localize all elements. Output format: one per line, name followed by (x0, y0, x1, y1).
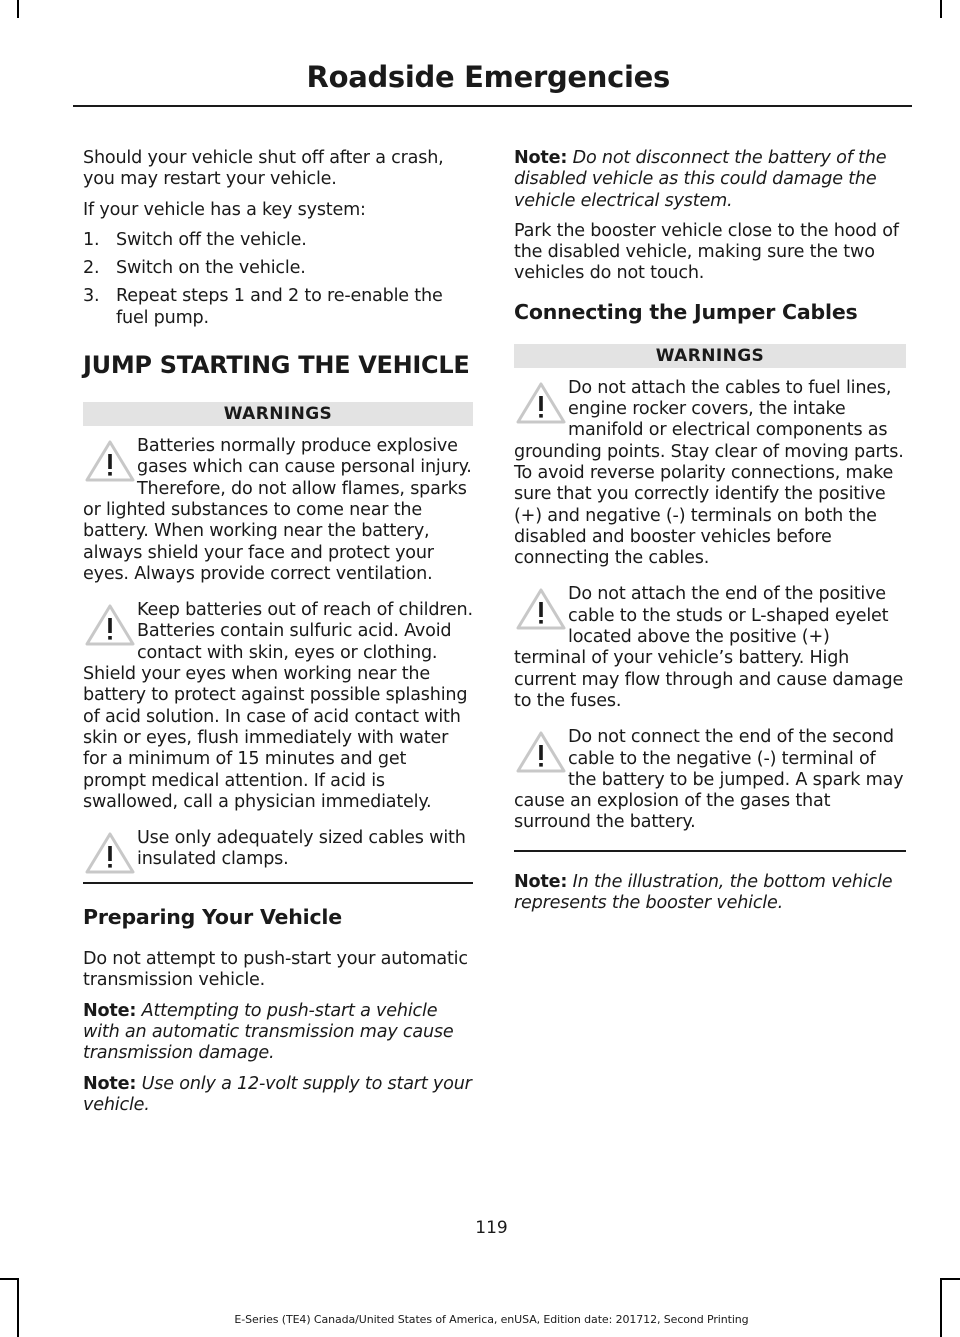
warning-triangle-icon (514, 729, 568, 775)
key-system-intro: If your vehicle has a key system: (83, 199, 366, 220)
crop-mark-bottom-right-h (942, 1278, 960, 1280)
warnings-end-rule (514, 850, 906, 852)
note-label: Note: (514, 871, 568, 892)
warning-block (514, 727, 906, 833)
warning-text: Batteries normally produce explosive gases which can cause personal injury. Therefore, do not allow flames, sparks or lighted substances to come near the battery. When working near the battery, always shield your face and protect your eyes. Always provide correct ventilation. (83, 436, 472, 584)
warning-block (83, 436, 473, 585)
warning-text: Do not attach the end of the positive cable to the studs or L-shaped eyelet located above the positive (+) terminal of your vehicle’s battery. High current may flow through and cause damage to the fuses. (514, 584, 904, 711)
warning-triangle-icon (83, 830, 137, 876)
crop-mark-top-left (17, 0, 19, 18)
intro-paragraph: Should your vehicle shut off after a crash, you may restart your vehicle. (83, 148, 444, 190)
note-paragraph (83, 1074, 473, 1117)
note-label: Note: (83, 1073, 137, 1094)
warnings-heading: WARNINGS (83, 402, 473, 426)
prep-paragraph: Do not attempt to push-start your automatic transmission vehicle. (83, 949, 468, 991)
warning-block (83, 828, 473, 876)
list-item: 3. Repeat steps 1 and 2 to re-enable the fuel pump. (83, 286, 443, 328)
footer-edition-text: E-Series (TE4) Canada/United States of America, enUSA, Edition date: 201712, Second Printing (234, 1313, 749, 1326)
warning-text: Use only adequately sized cables with insulated clamps. (137, 828, 466, 870)
right-column (514, 148, 906, 923)
note-text: Do not disconnect the battery of the disabled vehicle as this could damage the vehicle electrical system. (514, 148, 887, 211)
note-label: Note: (514, 148, 568, 168)
warning-triangle-icon (83, 602, 137, 648)
crop-mark-bottom-left (17, 1278, 19, 1337)
note-paragraph (514, 148, 906, 212)
note-paragraph (514, 872, 906, 915)
subsection-title: Preparing Your Vehicle (83, 905, 342, 930)
note-paragraph (83, 1001, 473, 1065)
crop-mark-top-right (940, 0, 942, 18)
warning-text: Do not connect the end of the second cable to the negative (-) terminal of the battery to be jumped. A spark may cause an explosion of the gases that surround the battery. (514, 727, 904, 833)
note-label: Note: (83, 1000, 137, 1021)
crop-mark-bottom-right (940, 1278, 942, 1337)
page-number: 119 (475, 1218, 508, 1238)
list-item: 1. Switch off the vehicle. (83, 229, 307, 250)
restart-steps-list (83, 230, 473, 329)
crop-mark-bottom-left-h (0, 1278, 17, 1280)
warning-triangle-icon (514, 586, 568, 632)
note-text: Use only a 12-volt supply to start your vehicle. (83, 1073, 472, 1115)
warning-block (83, 600, 473, 813)
left-column (83, 148, 473, 1125)
list-item: 2. Switch on the vehicle. (83, 258, 306, 279)
page-header-title: Roadside Emergencies (306, 60, 670, 94)
park-paragraph: Park the booster vehicle close to the hood of the disabled vehicle, making sure the two vehicles do not touch. (514, 220, 899, 284)
warning-block (514, 378, 906, 570)
warning-text: Do not attach the cables to fuel lines, engine rocker covers, the intake manifold or electrical components as grounding points. Stay clear of moving parts. To avoid reverse polarity connections, make sure that you correctly identify the positive (+) and negative (-) terminals on both the disabled and booster vehicles before connecting the cables. (514, 377, 904, 569)
warning-triangle-icon (514, 380, 568, 426)
subsection-title: Connecting the Jumper Cables (514, 299, 858, 324)
warning-triangle-icon (83, 438, 137, 484)
warning-text: Keep batteries out of reach of children. Batteries contain sulfuric acid. Avoid contact with skin, eyes or clothing. Shield your eyes when working near the battery to protect against possible splashing of acid solution. In case of acid contact with skin or eyes, flush immediately with water for a minimum of 15 minutes and get prompt medical attention. If acid is swallowed, call a physician immediately. (83, 600, 473, 812)
warning-block (514, 584, 906, 712)
header-rule (73, 105, 912, 107)
section-title: JUMP STARTING THE VEHICLE (83, 351, 470, 380)
note-text: In the illustration, the bottom vehicle represents the booster vehicle. (514, 871, 893, 914)
warnings-end-rule (83, 882, 473, 884)
note-text: Attempting to push-start a vehicle with an automatic transmission may cause transmission damage. (83, 1000, 454, 1064)
warnings-heading: WARNINGS (514, 344, 906, 368)
